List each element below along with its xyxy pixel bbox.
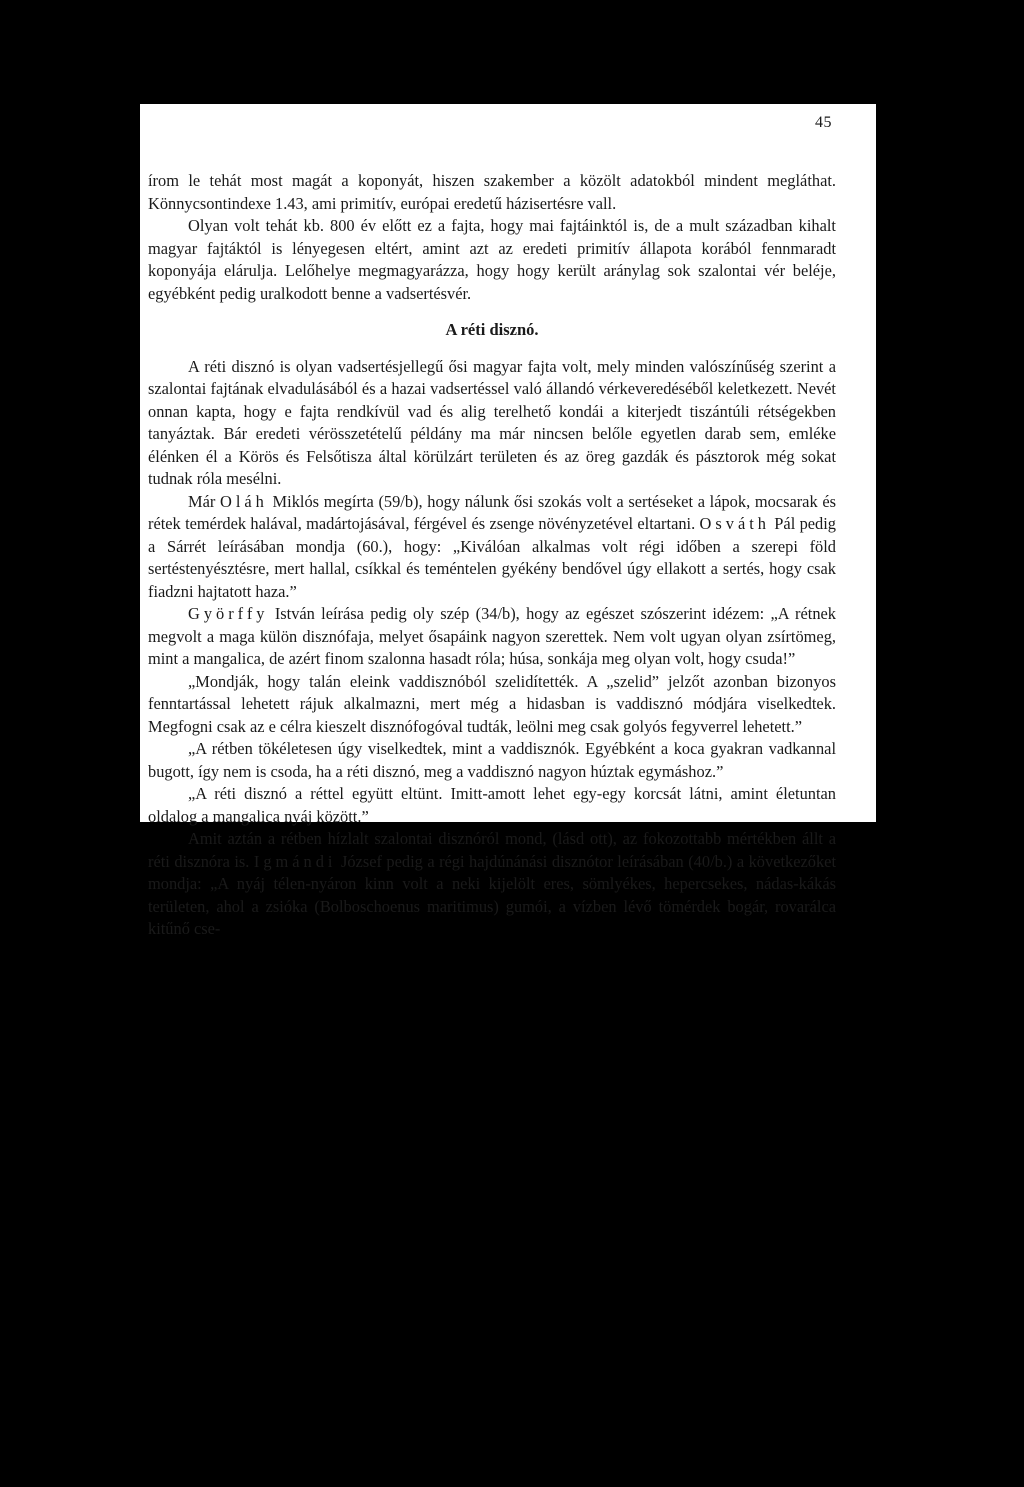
paragraph-1: írom le tehát most magát a koponyát, hiszen szakember a közölt adatokból mindent megláthat. Könnycsontindexe 1.43, ami primitív, európai eredetű házisertésre vall. xyxy=(148,171,836,213)
book-page xyxy=(140,104,876,938)
paragraph-5-text: István leírása pedig oly szép (34/b), hogy az egészet szószerint idézem: „A rétnek megvolt a maga külön disznófaja, melyet ősapáink nagyon szerettek. Nem volt ugyan olyan zsírtömeg, mint a mangalica, de azért finom szalonna hasadt róla; húsa, sonkája meg olyan volt, hogy csuda!” xyxy=(148,604,836,668)
paragraph-7: „A rétben tökéletesen úgy viselkedtek, mint a vaddisznók. Egyébként a koca gyakran vadkannal bugott, így nem is csoda, ha a réti disznó, meg a vaddisznó nagyon húztak egymáshoz.” xyxy=(148,739,836,781)
page-number: 45 xyxy=(815,114,832,131)
body-text xyxy=(148,170,836,941)
paragraph-4-text-2: Miklós megírta (59/b), hogy nálunk ősi szokás volt a sertéseket a lápok, mocsarak és rétek temérdek halával, madártojásával, férgével és zsenge növényzetével eltartani. xyxy=(148,491,836,533)
paragraph-9-text-2: József pedig a régi hajdúnánási disznótor leírásában (40/b.) a következőket mondja: „A nyáj télen-nyáron kinn volt a neki kijelölt eres, sömlyékes, hepercsekes, nádas-kákás területen, ahol a zsióka (Bolboschoenus maritimus) gumói, a vízben lévő tömérdek bogár, rovarálca kitűnő cse- xyxy=(148,851,836,938)
author-name-osvath: Osváth xyxy=(699,514,770,533)
paragraph-9-text-1: Amit aztán a rétben hízlalt szalontai disznóról mond, (lásd ott), az fokozottabb mértékben állt a réti disznóra is. xyxy=(148,829,836,871)
paragraph-8: „A réti disznó a réttel együtt eltünt. Imitt-amott lehet egy-egy korcsát látni, amint életuntan oldalog a mangalica nyáj között.” xyxy=(148,784,836,826)
paragraph-6: „Mondják, hogy talán eleink vaddisznóból szelidítették. A „szelid” jelzőt azonban bizonyos fenntartással lehetett rájuk alkalmazni, mert még a hidasban is vaddisznó módjára viselkedtek. Megfogni csak az e célra kieszelt disznófogóval tudták, leölni meg csak golyós fegyverrel lehetett.” xyxy=(148,671,836,736)
section-heading: A réti disznó. xyxy=(445,320,539,339)
paragraph-4-text-3: Pál pedig a Sárrét leírásában mondja (60.), hogy: „Kiválóan alkalmas volt régi időben a szerepi föld sertéstenyésztésre, mert hallal, csíkkal és teméntelen gyékény bendővel úgy ellakott a sertés, hogy csak fiadzni hajtatott haza.” xyxy=(148,514,836,601)
paragraph-5 xyxy=(148,603,836,671)
paragraph-4-text-1: Már xyxy=(188,491,220,511)
paragraph-3: A réti disznó is olyan vadsertésjellegű ősi magyar fajta volt, mely minden valószínűség szerint a szalontai fajtának elvadulásából és a hazai vadsertéssel való állandó vérkeveredéséből keletkezett. Nevét onnan kapta, hogy e fajta rendkívül vad és alig terelhető kondái a kiterjedt tiszántúli rétségekben tanyáztak. Bár eredeti vérösszetételű példány ma már nincsen belőle egyetlen darab sem, emléke élénken él a Körös és Felsőtisza által körülzárt területen és az öreg gazdák és pásztorok még sokat tudnak róla mesélni. xyxy=(148,356,836,488)
paragraph-9 xyxy=(148,828,836,941)
paragraph-2: Olyan volt tehát kb. 800 év előtt ez a fajta, hogy mai fajtáinktól is, de a mult században kihalt magyar fajtáktól is lényegesen eltért, amint azt az eredeti primitív állapota korából fennmaradt koponyája elárulja. Lelőhelye megmagyarázza, hogy hogy került aránylag sok szalontai vér beléje, egyébként pedig uralkodott benne a vadsertésvér. xyxy=(148,216,836,303)
author-name-gyorffy: Györffy xyxy=(188,604,269,623)
author-name-igmandi: Igmándi xyxy=(253,851,337,871)
author-name-olah: Oláh xyxy=(220,491,268,511)
paragraph-4 xyxy=(148,491,836,604)
